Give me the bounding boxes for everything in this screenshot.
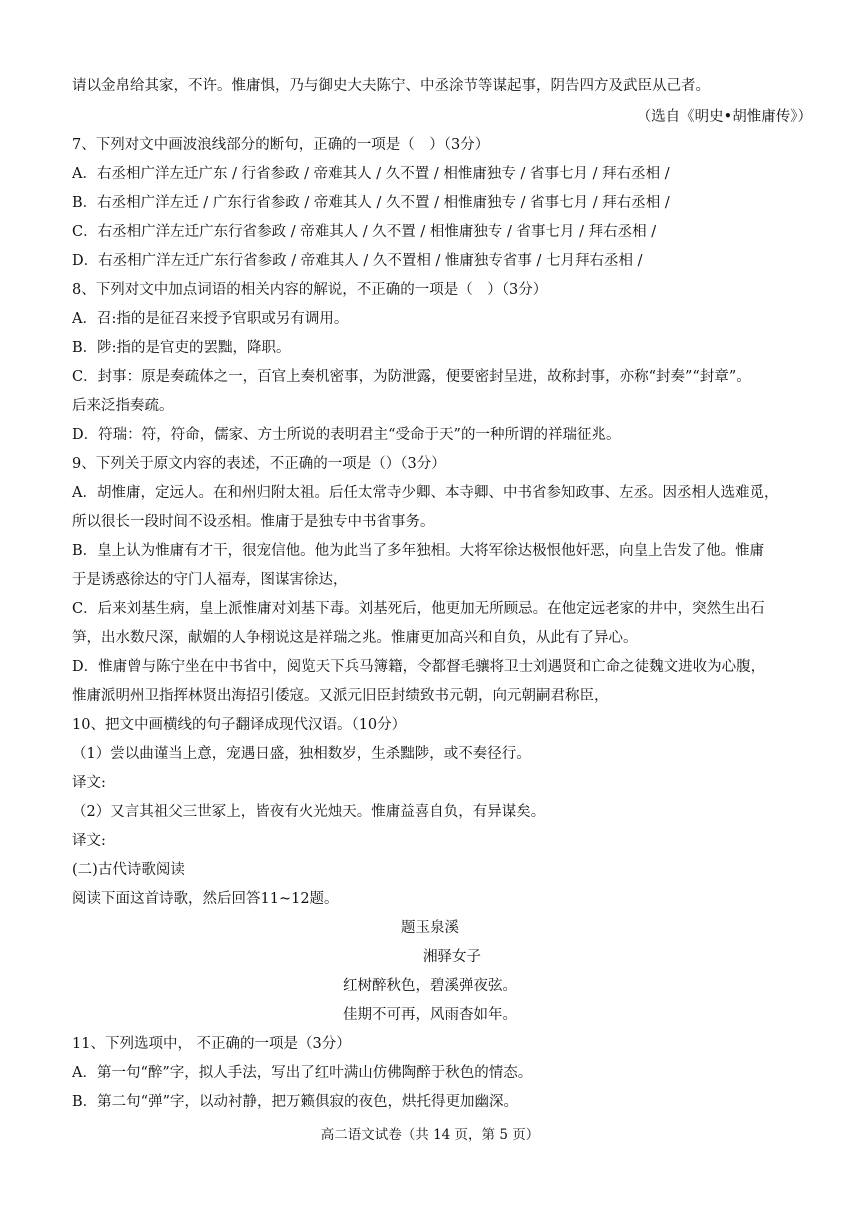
question-8: 8、下列对文中加点词语的相关内容的解说，不正确的一项是（ ）（3分） [72,282,548,298]
q8-option-c: C．封事：原是奏疏体之一，百官上奏机密事，为防泄露，便要密封呈进，故称封事，亦称“封奏”“封章”。 [72,369,751,385]
q9-option-b-cont: 于是诱惑徐达的守门人福寿，图谋害徐达， [72,572,348,588]
q10-sentence-1: （1）尝以曲谨当上意，宠遇日盛，独相数岁，生杀黜陟，或不奏径行。 [72,746,531,762]
translation-label-2: 译文: [72,833,106,849]
poem-line-2: 佳期不可再，风雨杳如年。 [343,1007,517,1023]
question-7: 7、下列对文中画波浪线部分的断句，正确的一项是（ ）（3分） [72,137,490,153]
poem-line-1: 红树醉秋色，碧溪弹夜弦。 [343,978,517,994]
q8-option-d: D．符瑞：符，符命，儒家、方士所说的表明君主“受命于天”的一种所谓的祥瑞征兆。 [72,427,621,443]
poem-title: 题玉泉溪 [401,920,459,936]
q9-option-b: B．皇上认为惟庸有才干，很宠信他。他为此当了多年独相。大将军徐达极恨他奸恶，向皇上告发了他。惟庸 [72,543,765,559]
question-11: 11、下列选项中， 不正确的一项是（3分） [72,1036,351,1052]
source-note: （选自《明史•胡惟庸传》） [636,109,812,125]
q9-option-d-cont: 惟庸派明州卫指挥林贤出海招引倭寇。又派元旧臣封绩致书元朝，向元朝嗣君称臣， [72,688,609,704]
q11-option-b: B．第二句“弹”字，以动衬静，把万籁俱寂的夜色，烘托得更加幽深。 [72,1094,518,1110]
question-10: 10、把文中画横线的句子翻译成现代汉语。（10分） [72,717,407,733]
q8-option-c-cont: 后来泛指奏疏。 [72,398,174,414]
q7-option-b: B．右丞相广洋左迁 / 广东行省参政 / 帝难其人 / 久不置 / 相惟庸独专 / 省事七月 / 拜右丞相 / [72,195,670,211]
q11-option-a: A．第一句“醉”字，拟人手法，写出了红叶满山仿佛陶醉于秋色的情态。 [72,1065,533,1081]
q9-option-d: D．惟庸曾与陈宁坐在中书省中，阅览天下兵马簿籍，令都督毛骧将卫士刘遇贤和亡命之徒魏文进收为心腹， [72,659,766,675]
q7-option-d: D．右丞相广洋左迁广东行省参政 / 帝难其人 / 久不置相 / 惟庸独专省事 / 七月拜右丞相 / [72,253,643,269]
poem-author: 湘驿女子 [423,949,481,965]
q8-option-b: B．陟:指的是官吏的罢黜，降职。 [72,340,291,356]
q7-option-c: C．右丞相广洋左迁广东行省参政 / 帝难其人 / 久不置 / 相惟庸独专 / 省事七月 / 拜右丞相 / [72,224,657,240]
q9-option-a: A．胡惟庸，定远人。在和州归附太祖。后任太常寺少卿、本寺卿、中书省参知政事、左丞。因丞相人选难觅， [72,485,779,501]
passage-line: 请以金帛给其家，不许。惟庸惧，乃与御史大夫陈宁、中丞涂节等谋起事，阴告四方及武臣从己者。 [72,78,710,94]
q8-option-a: A．召:指的是征召来授予官职或另有调用。 [72,311,349,327]
q9-option-c-cont: 笋，出水数尺深，献媚的人争栩说这是祥瑞之兆。惟庸更加高兴和自负，从此有了异心。 [72,630,638,646]
question-9: 9、下列关于原文内容的表述，不正确的一项是（）（3分） [72,456,446,472]
q9-option-a-cont: 所以很长一段时间不设丞相。惟庸于是独专中书省事务。 [72,514,435,530]
section-heading: (二)古代诗歌阅读 [72,862,185,878]
q7-option-a: A．右丞相广洋左迁广东 / 行省参政 / 帝难其人 / 久不置 / 相惟庸独专 / 省事七月 / 拜右丞相 / [72,166,670,182]
q9-option-c: C．后来刘基生病，皇上派惟庸对刘基下毒。刘基死后，他更加无所顾忌。在他定远老家的井中，突然生出石 [72,601,765,617]
poem-instruction: 阅读下面这首诗歌，然后回答11~12题。 [72,891,339,907]
translation-label-1: 译文: [72,775,106,791]
q10-sentence-2: （2）又言其祖父三世冢上，皆夜有火光烛天。惟庸益喜自负，有异谋矣。 [72,804,546,820]
page-footer: 高二语文试卷（共 14 页，第 5 页） [320,1127,540,1143]
